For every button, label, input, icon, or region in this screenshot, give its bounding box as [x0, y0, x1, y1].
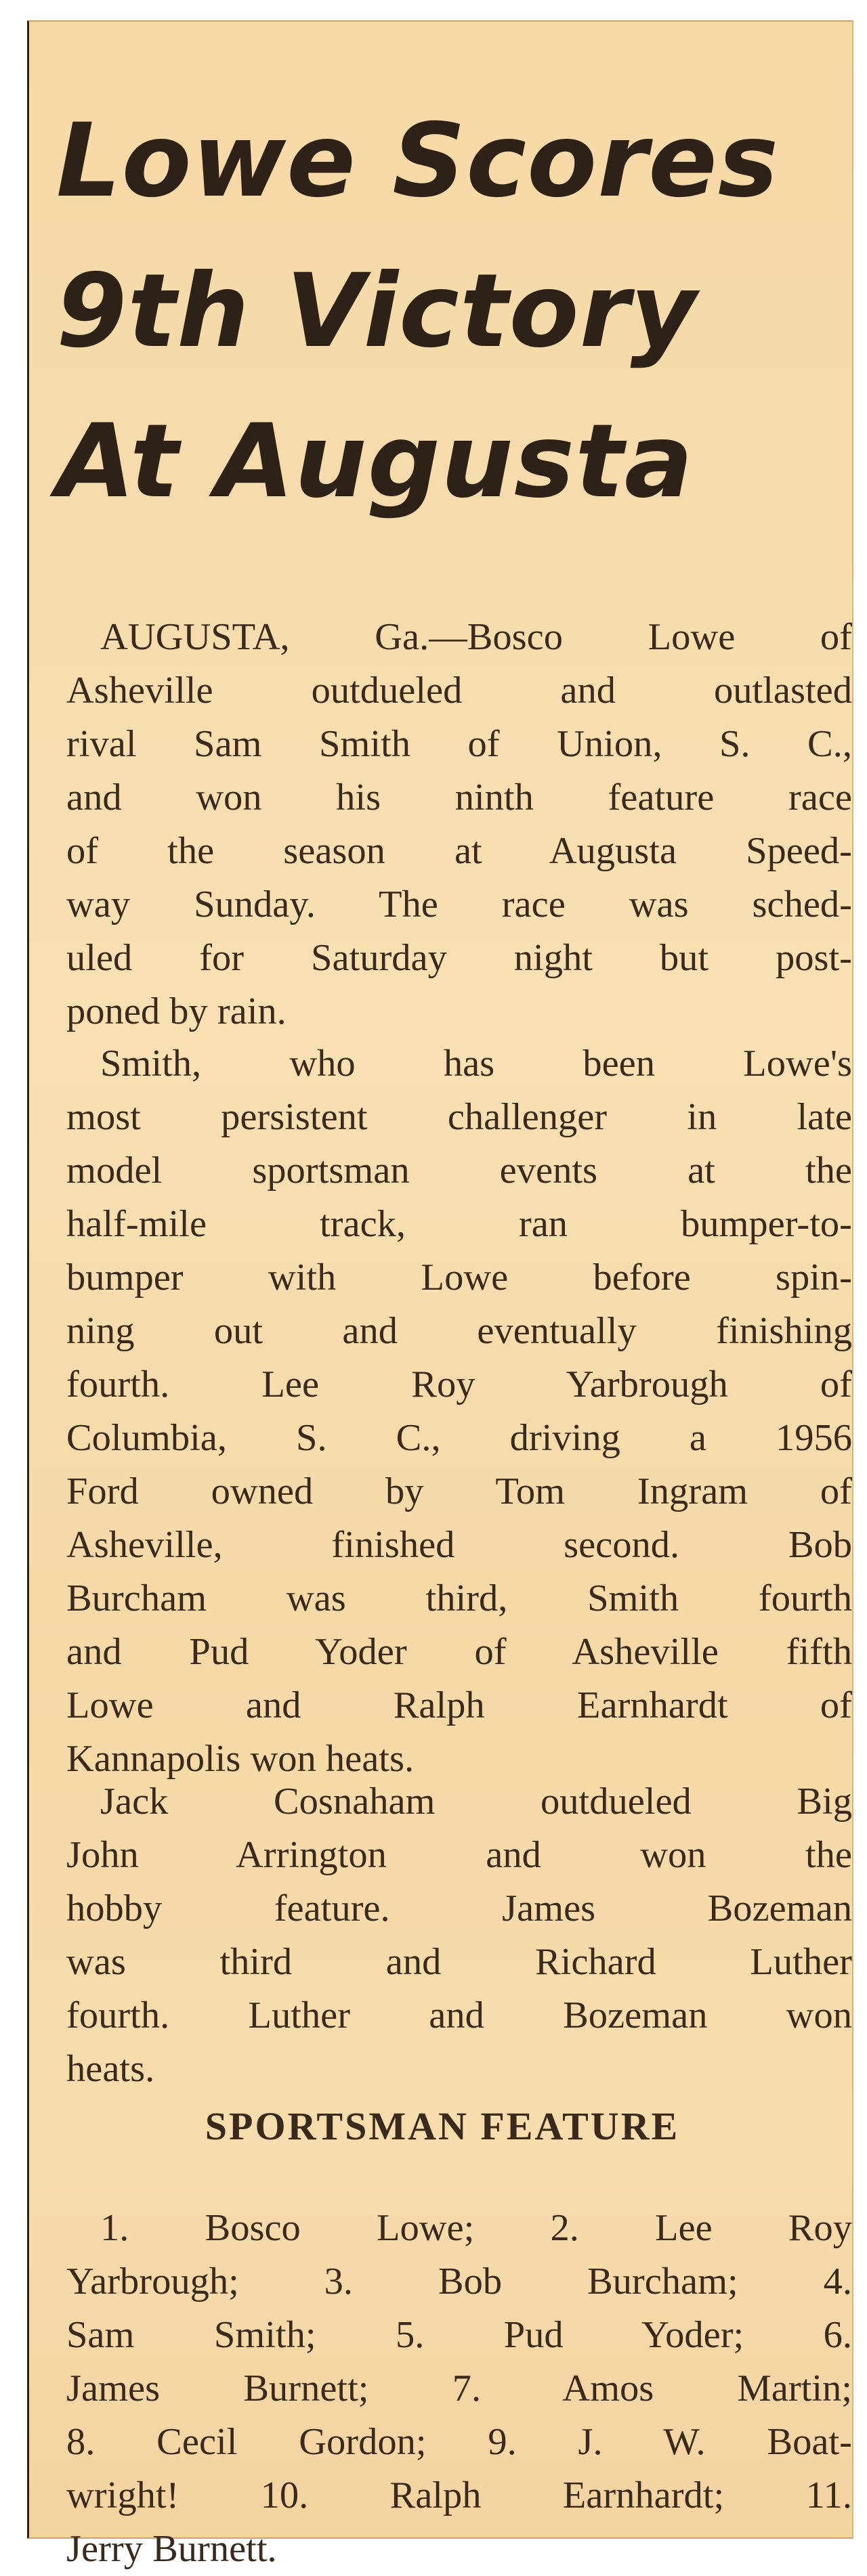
article-paragraph-3 [66, 1775, 852, 2096]
results-line: Jerry Burnett. [66, 2528, 277, 2570]
paragraph-line: Jack Cosnaham outdueled Big [100, 1781, 852, 1822]
headline-line: At Augusta [56, 403, 694, 521]
headline-line: 9th Victory [56, 253, 698, 370]
paragraph-line: poned by rain. [66, 990, 287, 1032]
paragraph-line: uled for Saturday night but post- [66, 937, 852, 979]
headline-line: Lowe Scores [56, 102, 780, 220]
paragraph-line: ning out and eventually finishing [66, 1310, 852, 1352]
paragraph-line: Ford owned by Tom Ingram of [66, 1470, 852, 1512]
paragraph-line: Asheville outdueled and outlasted [66, 670, 852, 712]
paragraph-line: Asheville, finished second. Bob [66, 1524, 852, 1566]
paragraph-line: Kannapolis won heats. [66, 1738, 415, 1780]
paragraph-line: was third and Richard Luther [66, 1941, 852, 1983]
paragraph-line: hobby feature. James Bozeman [66, 1887, 852, 1929]
results-list [66, 2202, 852, 2576]
results-line: James Burnett; 7. Amos Martin; [66, 2367, 852, 2409]
results-line: Sam Smith; 5. Pud Yoder; 6. [66, 2314, 852, 2356]
article-headline [56, 86, 835, 537]
paragraph-line: most persistent challenger in late [66, 1096, 852, 1138]
newspaper-clipping [27, 20, 853, 2570]
results-line: 1. Bosco Lowe; 2. Lee Roy [100, 2207, 852, 2249]
paragraph-line: model sportsman events at the [66, 1150, 852, 1192]
results-line: 8. Cecil Gordon; 9. J. W. Boat- [66, 2421, 852, 2463]
results-line: Yarbrough; 3. Bob Burcham; 4. [66, 2261, 852, 2302]
paragraph-line: AUGUSTA, Ga.—Bosco Lowe of [100, 616, 852, 658]
section-heading: SPORTSMAN FEATURE [205, 2104, 680, 2148]
paragraph-line: half-mile track, ran bumper-to- [66, 1203, 852, 1245]
article-paragraph-1 [66, 611, 852, 1039]
paragraph-line: bumper with Lowe before spin- [66, 1257, 852, 1298]
paragraph-line: of the season at Augusta Speed- [66, 830, 852, 872]
paragraph-line: and won his ninth feature race [66, 777, 852, 818]
paragraph-line: Smith, who has been Lowe's [100, 1043, 852, 1085]
article-paragraph-2 [66, 1037, 852, 1786]
paragraph-line: heats. [66, 2048, 155, 2090]
paragraph-line: Lowe and Ralph Earnhardt of [66, 1684, 852, 1726]
paragraph-line: rival Sam Smith of Union, S. C., [66, 723, 852, 765]
paragraph-line: John Arrington and won the [66, 1834, 852, 1876]
paragraph-line: fourth. Lee Roy Yarbrough of [66, 1363, 852, 1405]
paragraph-line: fourth. Luther and Bozeman won [66, 1994, 852, 2036]
paragraph-line: and Pud Yoder of Asheville fifth [66, 1631, 852, 1673]
paragraph-line: Columbia, S. C., driving a 1956 [66, 1417, 852, 1459]
paragraph-line: Burcham was third, Smith fourth [66, 1577, 852, 1619]
paragraph-line: way Sunday. The race was sched- [66, 883, 852, 925]
results-line: wright! 10. Ralph Earnhardt; 11. [66, 2474, 852, 2516]
